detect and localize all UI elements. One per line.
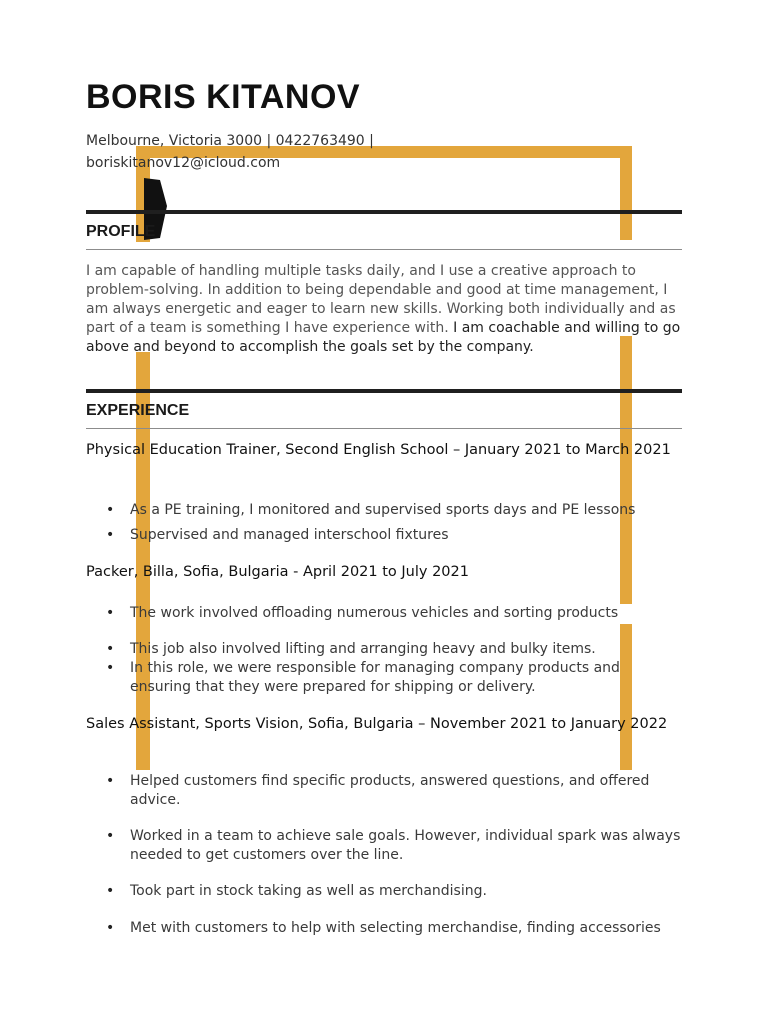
job-bullet-list <box>86 772 682 938</box>
job-bullet: • Took part in stock taking as well as merchandising. <box>86 882 682 901</box>
profile-heading: PROFILE <box>86 223 156 240</box>
candidate-name: BORIS KITANOV <box>86 78 361 116</box>
job-bullet: • Met with customers to help with selecting merchandise, finding accessories <box>86 919 682 938</box>
job-bullet: • This job also involved lifting and arranging heavy and bulky items. <box>86 640 682 659</box>
profile-rule-top <box>86 210 682 214</box>
job-bullet: • Worked in a team to achieve sale goals. However, individual spark was always needed to get customers over the line. <box>86 827 682 865</box>
experience-rule-top <box>86 389 682 393</box>
job-bullet-list <box>86 604 682 697</box>
experience-heading: EXPERIENCE <box>86 402 190 419</box>
contact-address-phone: Melbourne, Victoria 3000 | 0422763490 | <box>86 133 374 149</box>
profile-text-part1: I am capable of handling multiple tasks daily, and I use a creative approach to problem-solving. In addition to being dependable and good at time management, I am always energetic and eager to learn new skills. Working both individually and as part of a team is something I have experience with. <box>86 263 676 336</box>
contact-email: boriskitanov12@icloud.com <box>86 155 281 171</box>
profile-rule-bottom <box>86 249 682 250</box>
job-bullet: • The work involved offloading numerous vehicles and sorting products <box>86 604 682 623</box>
profile-text <box>86 262 682 357</box>
job-title: Packer, Billa, Sofia, Bulgaria - April 2021 to July 2021 <box>86 564 469 580</box>
experience-rule-bottom <box>86 428 682 429</box>
job-bullet: • As a PE training, I monitored and supervised sports days and PE lessons <box>86 501 682 520</box>
profile-text-part2: I am coachable and willing to go above and beyond to accomplish the goals set by the company. <box>86 320 681 355</box>
job-bullet: • Supervised and managed interschool fixtures <box>86 526 682 545</box>
contact-info <box>86 130 386 174</box>
frame-right-bar-upper <box>620 146 632 240</box>
job-bullet-list <box>86 501 682 545</box>
job-bullet: • Helped customers find specific products, answered questions, and offered advice. <box>86 772 682 810</box>
job-title: Sales Assistant, Sports Vision, Sofia, Bulgaria – November 2021 to January 2022 <box>86 716 668 732</box>
job-bullet: • In this role, we were responsible for managing company products and ensuring that they were prepared for shipping or delivery. <box>86 659 682 697</box>
job-title: Physical Education Trainer, Second English School – January 2021 to March 2021 <box>86 442 671 458</box>
